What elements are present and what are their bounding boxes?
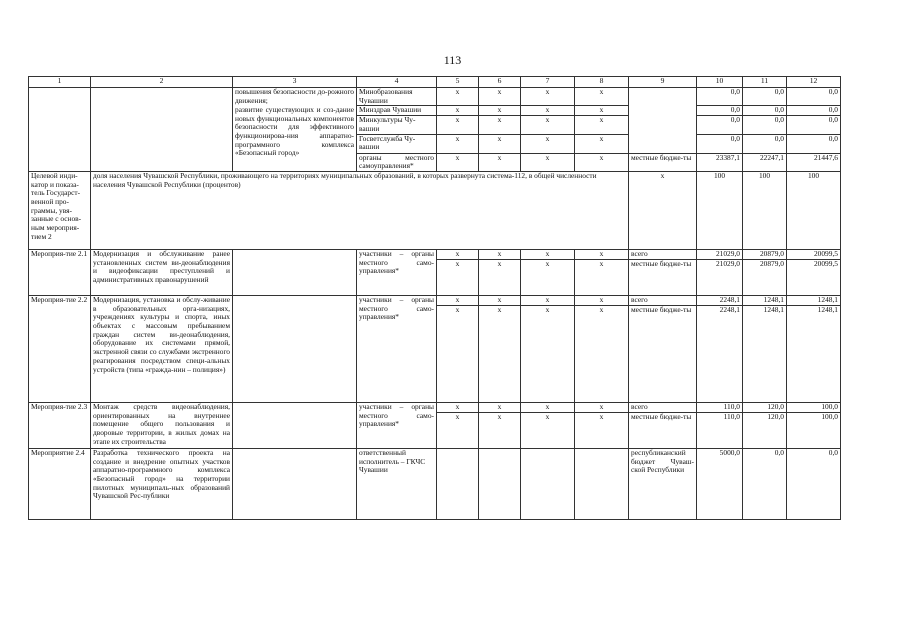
value-cell: 0,0 [743, 116, 787, 134]
value-cell: x [479, 402, 521, 412]
column-header: 7 [521, 77, 575, 88]
value-cell: 22247,1 [743, 153, 787, 171]
empty-cell [233, 402, 357, 448]
value-cell: x [479, 106, 521, 116]
source-cell [629, 106, 697, 116]
indicator-value: 100 [743, 171, 787, 249]
value-cell [575, 448, 629, 519]
value-cell: 1248,1 [743, 295, 787, 305]
column-header: 1 [29, 77, 91, 88]
value-cell: 2248,1 [697, 295, 743, 305]
value-cell: x [575, 88, 629, 106]
value-cell: x [521, 249, 575, 259]
table-row [29, 88, 841, 106]
source-cell: всего [629, 295, 697, 305]
value-cell: x [575, 259, 629, 295]
executor-cell: Госветслужба Чу-вашии [357, 134, 437, 153]
measure-id: Мероприя-тие 2.3 [29, 402, 91, 448]
source-cell: местные бюдже-ты [629, 305, 697, 402]
measure-executor: участники – органы местного само-управления* [357, 295, 437, 402]
value-cell: 20879,0 [743, 249, 787, 259]
source-cell: всего [629, 402, 697, 412]
column-header-row [29, 77, 841, 88]
value-cell: x [521, 134, 575, 153]
value-cell: 120,0 [743, 412, 787, 448]
value-cell: x [479, 134, 521, 153]
value-cell: 20879,0 [743, 259, 787, 295]
value-cell: x [437, 249, 479, 259]
empty-cell [29, 88, 91, 172]
indicator-mark: x [629, 171, 697, 249]
measure-description: Модернизация и обслуживание ранее установленных систем ви-деонаблюдения и видеофиксации преступлений и административных правонарушений [91, 249, 233, 295]
indicator-text: доля населения Чувашской Республики, проживающего на территориях муниципальных образований, в которых развернута система-112, в общей численности населения Чувашской Республики (процентов) [91, 171, 629, 249]
value-cell: x [521, 402, 575, 412]
source-cell: местные бюдже-ты [629, 259, 697, 295]
value-cell: x [575, 295, 629, 305]
value-cell [521, 448, 575, 519]
source-cell: местные бюдже-ты [629, 412, 697, 448]
value-cell: 0,0 [743, 448, 787, 519]
measure-id: Мероприятие 2.4 [29, 448, 91, 519]
value-cell: 0,0 [697, 116, 743, 134]
cont-task-text: развитие существующих и соз-дание новых функциональных компонентов безопасности для эффективного функционирова-ния аппаратно-программного комплекса «Безопасный город» [233, 106, 357, 172]
cont-task-text: повышения безопасности до-рожного движения; [233, 88, 357, 106]
value-cell: x [521, 295, 575, 305]
column-header: 10 [697, 77, 743, 88]
value-cell: 23387,1 [697, 153, 743, 171]
value-cell: 1248,1 [787, 305, 841, 402]
measure-description: Монтаж средств видеонаблюдения, ориентированных на внутреннее помещение общего пользования и дворовые территории, в жилых домах на этапе их строительства [91, 402, 233, 448]
value-cell: 0,0 [697, 88, 743, 106]
column-header: 9 [629, 77, 697, 88]
measure-executor: участники – органы местного само-управления* [357, 249, 437, 295]
executor-cell: Минкультуры Чу-вашии [357, 116, 437, 134]
executor-cell: Минобразования Чувашии [357, 88, 437, 106]
column-header: 2 [91, 77, 233, 88]
column-header: 11 [743, 77, 787, 88]
value-cell: 0,0 [697, 106, 743, 116]
value-cell: x [521, 259, 575, 295]
value-cell: x [521, 116, 575, 134]
measure-executor: ответственный исполнитель – ГКЧС Чувашии [357, 448, 437, 519]
source-cell: местные бюдже-ты [629, 153, 697, 171]
column-header: 3 [233, 77, 357, 88]
value-cell: x [521, 412, 575, 448]
value-cell: x [437, 134, 479, 153]
empty-cell [233, 249, 357, 295]
value-cell: x [575, 402, 629, 412]
value-cell: x [575, 116, 629, 134]
measure-row [29, 295, 841, 305]
source-cell [629, 88, 697, 106]
value-cell: 100,0 [787, 402, 841, 412]
measure-description: Модернизация, установка и обслу-живание в образовательных орга-низациях, учреждениях культуры и спорта, иных объектах с массовым пребыванием граждан систем ви-деонаблюдения, оборудование их системами прямой, экстренной связи со службами экстренного реагирования посредством специ-альных устройств (типа «гражда-нин – полиция») [91, 295, 233, 402]
program-table [28, 76, 841, 520]
source-cell: всего [629, 249, 697, 259]
value-cell: x [575, 106, 629, 116]
value-cell: x [521, 106, 575, 116]
column-header: 12 [787, 77, 841, 88]
value-cell: x [437, 412, 479, 448]
measure-row [29, 249, 841, 259]
value-cell: x [575, 153, 629, 171]
source-cell [629, 134, 697, 153]
value-cell: x [575, 412, 629, 448]
value-cell: x [437, 295, 479, 305]
column-header: 8 [575, 77, 629, 88]
value-cell: 110,0 [697, 402, 743, 412]
page-number: 113 [443, 53, 462, 67]
value-cell: x [575, 134, 629, 153]
value-cell: x [479, 295, 521, 305]
value-cell: x [575, 249, 629, 259]
measure-id: Мероприя-тие 2.1 [29, 249, 91, 295]
value-cell: x [479, 153, 521, 171]
value-cell: x [575, 305, 629, 402]
value-cell [437, 448, 479, 519]
value-cell: x [437, 88, 479, 106]
value-cell: x [479, 116, 521, 134]
column-header: 5 [437, 77, 479, 88]
value-cell: x [479, 88, 521, 106]
value-cell: 110,0 [697, 412, 743, 448]
executor-cell: органы местного самоуправления* [357, 153, 437, 171]
value-cell: 1248,1 [787, 295, 841, 305]
value-cell: 100,0 [787, 412, 841, 448]
value-cell: 0,0 [743, 134, 787, 153]
empty-cell [233, 295, 357, 402]
indicator-row [29, 171, 841, 249]
indicator-value: 100 [787, 171, 841, 249]
value-cell: x [479, 412, 521, 448]
value-cell: x [479, 249, 521, 259]
value-cell: 0,0 [787, 134, 841, 153]
value-cell: 21447,6 [787, 153, 841, 171]
value-cell: x [521, 88, 575, 106]
value-cell: x [479, 259, 521, 295]
value-cell: 1248,1 [743, 305, 787, 402]
value-cell: x [437, 106, 479, 116]
value-cell: x [437, 116, 479, 134]
value-cell: x [437, 305, 479, 402]
value-cell: 0,0 [787, 106, 841, 116]
empty-cell [233, 448, 357, 519]
value-cell: 21029,0 [697, 249, 743, 259]
column-header: 4 [357, 77, 437, 88]
value-cell: 0,0 [743, 88, 787, 106]
value-cell: x [479, 305, 521, 402]
value-cell: x [437, 259, 479, 295]
value-cell: 120,0 [743, 402, 787, 412]
value-cell: x [521, 153, 575, 171]
value-cell: 0,0 [787, 116, 841, 134]
measure-row [29, 448, 841, 519]
indicator-value: 100 [697, 171, 743, 249]
column-header: 6 [479, 77, 521, 88]
value-cell: 0,0 [743, 106, 787, 116]
empty-cell [91, 88, 233, 172]
value-cell: 0,0 [697, 134, 743, 153]
value-cell: 21029,0 [697, 259, 743, 295]
value-cell: x [437, 153, 479, 171]
value-cell: 20099,5 [787, 259, 841, 295]
value-cell: 2248,1 [697, 305, 743, 402]
measure-description: Разработка технического проекта на создание и внедрение опытных участков аппаратно-программного комплекса «Безопасный город» на территории пилотных муниципаль-ных образований Чувашской Рес-публики [91, 448, 233, 519]
source-cell: республиканский бюджет Чуваш-ской Республики [629, 448, 697, 519]
value-cell: 20099,5 [787, 249, 841, 259]
indicator-label: Целевой инди-катор и показа-тель Государст-венной про-граммы, увя-занные с основ-ным мероприя-тием 2 [29, 171, 91, 249]
source-cell [629, 116, 697, 134]
executor-cell: Минздрав Чувашии [357, 106, 437, 116]
measure-executor: участники – органы местного само-управления* [357, 402, 437, 448]
value-cell: x [521, 305, 575, 402]
value-cell: 0,0 [787, 88, 841, 106]
value-cell: 5000,0 [697, 448, 743, 519]
measure-row [29, 402, 841, 412]
value-cell [479, 448, 521, 519]
value-cell: x [437, 402, 479, 412]
measure-id: Мероприя-тие 2.2 [29, 295, 91, 402]
value-cell: 0,0 [787, 448, 841, 519]
